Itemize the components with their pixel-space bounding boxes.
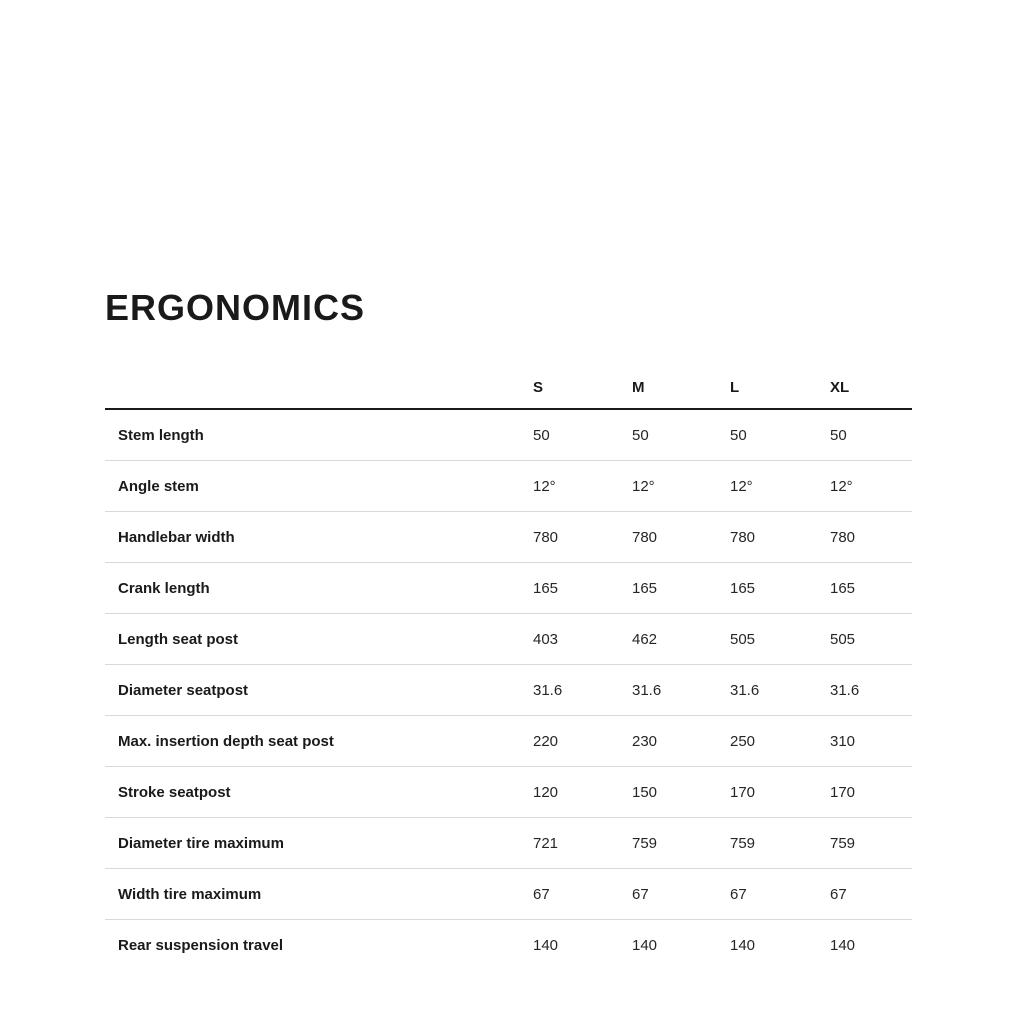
cell-value: 50 <box>730 426 747 444</box>
row-label: Stroke seatpost <box>118 783 231 801</box>
row-label: Max. insertion depth seat post <box>118 732 334 750</box>
row-label: Diameter seatpost <box>118 681 249 699</box>
cell-value: 403 <box>533 630 559 648</box>
cell-value: 31.6 <box>730 681 760 699</box>
cell-value: 50 <box>632 426 649 444</box>
table-row <box>105 512 912 563</box>
table-row <box>105 665 912 716</box>
cell-value: 310 <box>830 732 856 750</box>
cell-value: 780 <box>830 528 856 546</box>
cell-value: 12° <box>632 477 655 495</box>
row-label: Stem length <box>118 426 204 444</box>
cell-value: 50 <box>533 426 550 444</box>
section-title: ERGONOMICS <box>105 287 366 328</box>
cell-value: 165 <box>632 579 658 597</box>
header-row <box>105 366 912 409</box>
cell-value: 12° <box>730 477 753 495</box>
cell-value: 780 <box>730 528 756 546</box>
table-row <box>105 869 912 920</box>
cell-value: 67 <box>632 885 649 903</box>
table-row <box>105 563 912 614</box>
cell-value: 759 <box>830 834 856 852</box>
row-label: Handlebar width <box>118 528 235 546</box>
table-row <box>105 461 912 512</box>
cell-value: 250 <box>730 732 756 750</box>
cell-value: 220 <box>533 732 559 750</box>
cell-value: 67 <box>533 885 550 903</box>
cell-value: 780 <box>533 528 559 546</box>
cell-value: 170 <box>830 783 856 801</box>
cell-value: 12° <box>533 477 556 495</box>
table-row <box>105 818 912 869</box>
cell-value: 505 <box>830 630 856 648</box>
column-header-m: M <box>632 378 645 396</box>
table-row <box>105 767 912 818</box>
cell-value: 140 <box>632 936 658 954</box>
column-header-xl: XL <box>830 378 850 396</box>
spec-table-header <box>105 366 912 409</box>
cell-value: 165 <box>830 579 856 597</box>
spec-table-body <box>105 409 912 970</box>
cell-value: 120 <box>533 783 559 801</box>
cell-value: 150 <box>632 783 658 801</box>
table-row <box>105 716 912 767</box>
column-header-s: S <box>533 378 544 396</box>
cell-value: 165 <box>730 579 756 597</box>
cell-value: 721 <box>533 834 559 852</box>
cell-value: 759 <box>632 834 658 852</box>
row-label: Length seat post <box>118 630 239 648</box>
row-label: Rear suspension travel <box>118 936 284 954</box>
ergonomics-section <box>105 287 912 970</box>
cell-value: 780 <box>632 528 658 546</box>
cell-value: 140 <box>533 936 559 954</box>
cell-value: 31.6 <box>632 681 662 699</box>
row-label: Width tire maximum <box>118 885 262 903</box>
header-spacer <box>105 366 533 409</box>
row-label: Diameter tire maximum <box>118 834 284 852</box>
cell-value: 165 <box>533 579 559 597</box>
cell-value: 67 <box>830 885 847 903</box>
cell-value: 759 <box>730 834 756 852</box>
table-row <box>105 920 912 971</box>
cell-value: 31.6 <box>830 681 860 699</box>
row-label: Angle stem <box>118 477 199 495</box>
cell-value: 67 <box>730 885 747 903</box>
table-row <box>105 409 912 461</box>
row-label: Crank length <box>118 579 210 597</box>
cell-value: 31.6 <box>533 681 563 699</box>
column-header-l: L <box>730 378 740 396</box>
cell-value: 170 <box>730 783 756 801</box>
cell-value: 140 <box>830 936 856 954</box>
cell-value: 140 <box>730 936 756 954</box>
cell-value: 462 <box>632 630 658 648</box>
cell-value: 50 <box>830 426 847 444</box>
cell-value: 505 <box>730 630 756 648</box>
cell-value: 12° <box>830 477 853 495</box>
ergonomics-spec-table <box>105 366 912 970</box>
table-row <box>105 614 912 665</box>
cell-value: 230 <box>632 732 658 750</box>
